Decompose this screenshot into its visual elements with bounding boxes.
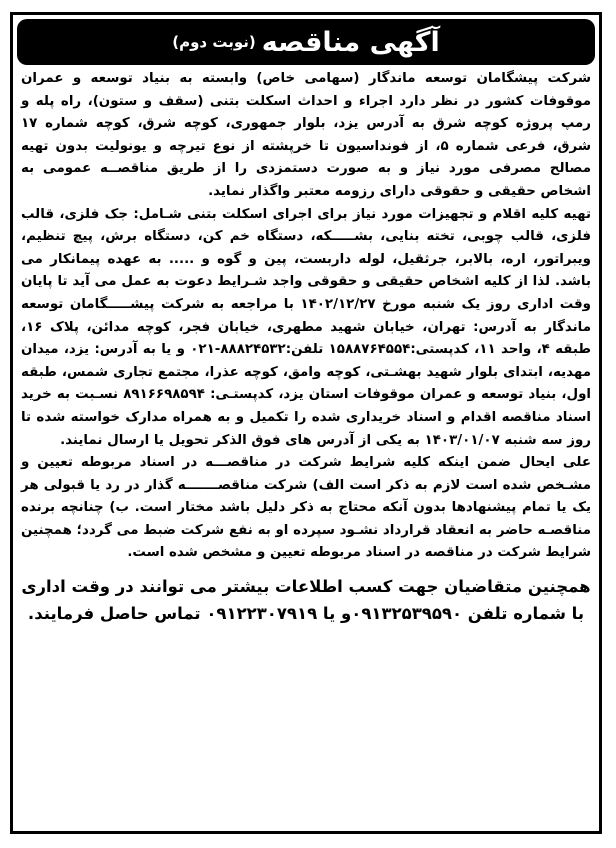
notice-title: آگهی مناقصه bbox=[261, 26, 440, 58]
notice-body bbox=[13, 65, 599, 565]
notice-header bbox=[17, 19, 595, 65]
paragraph-conditions: علی ایحال ضمن اینکه کلیه شرایط شرکت در مناقصـــه در اسناد مربوطه تعیین و مشـخص شده است لازم به ذکر است الف) شرکت مناقصـــــــه گذار در رد یا قبولی هر یک یا تمام پیشنهادها بدون آنکه محتاج به ذکر دلیل باشد مختار است. ب) چنانچه برنده مناقصـه حاضر به انعقاد قرارداد نشـود سپرده او به نفع شرکت ضبط می گردد؛ همچنین شرایط شرکت در مناقصه در اسناد مربوطه تعیین و مشخص شده است. bbox=[21, 455, 591, 561]
paragraph-requirements: تهیه کلیه اقلام و تجهیزات مورد نیاز برای اجرای اسکلت بتنی شـامل: جک فلزی، قالب فلزی، قالب چوبی، تخته بنایی، بشـــــکه، دستگاه خم کن، دستگاه برش، پیچ تنظیم، ویبراتور، اره، بالابر، جرثقیل، لوله داربست، پین و گوه و ..... به عهده پیمانکار می باشد. لذا از کلیه اشخاص حقیقی و حقوقی واجد شـرایط دعوت به عمل می آید تا پایان وقت اداری روز یک شنبه مورخ ۱۴۰۲/۱۲/۲۷ با مراجعه به شرکت پیشـــــگامان توسعه ماندگار به آدرس: تهران، خیابان شهید مطهری، خیابان فجر، کوچه مدائن، پلاک ۱۶، طبقه ۴، واحد ۱۱، کدپستی:۱۵۸۸۷۶۴۵۵۴ تلفن:۸۸۸۲۴۵۳۲-۰۲۱ و یا به آدرس: یزد، میدان مهدیه، ابتدای بلوار شهید بهشـتی، کوچه وامق، کوچه عذرا، مجتمع تجاری شمس، طبقه اول، بنیاد توسعه و عمران موقوفات استان یزد، کدپستـی: ۸۹۱۶۶۹۸۵۹۴ نسـبت به خرید اسناد مناقصه اقدام و اسناد خریداری شده را تکمیل و به همراه مدارک خواسته شده تا روز سه شنبه ۱۴۰۳/۰۱/۰۷ به یکی از آدرس های فوق الذکر تحویل یا ارسال نمایند. bbox=[21, 206, 591, 448]
paragraph-intro: شرکت پیشگامان توسعه ماندگار (سهامی خاص) وابسته به بنیاد توسعه و عمران موقوفات کشور در نظر دارد اجراء و احداث اسکلت بتنی (سقف و ستون)، راه پله و رمپ پروژه کوچه شرق به آدرس یزد، بلوار جمهوری، کوچه شرق، کوچه شماره ۱۷ شرق، فرعی شماره ۵، از فونداسیون تا خرپشته از نوع تیرچه و یونولیت بدون تهیه مصالح مصرفی مورد نیاز و به صورت دستمزدی را از طریق مناقصــه عمومی به اشخاص حقیقی و حقوقی دارای رزومه معتبر واگذار نماید. bbox=[21, 71, 592, 199]
notice-round: (نوبت دوم) bbox=[172, 33, 256, 51]
contact-footer: همچنین متقاضیان جهت کسب اطلاعات بیشتر می توانند در وقت اداری با شماره تلفن ۰۹۱۳۲۵۳۹۵۹۰و یا ۰۹۱۲۲۳۰۷۹۱۹ تماس حاصل فرمایند. bbox=[21, 577, 591, 624]
notice-frame bbox=[10, 12, 602, 834]
